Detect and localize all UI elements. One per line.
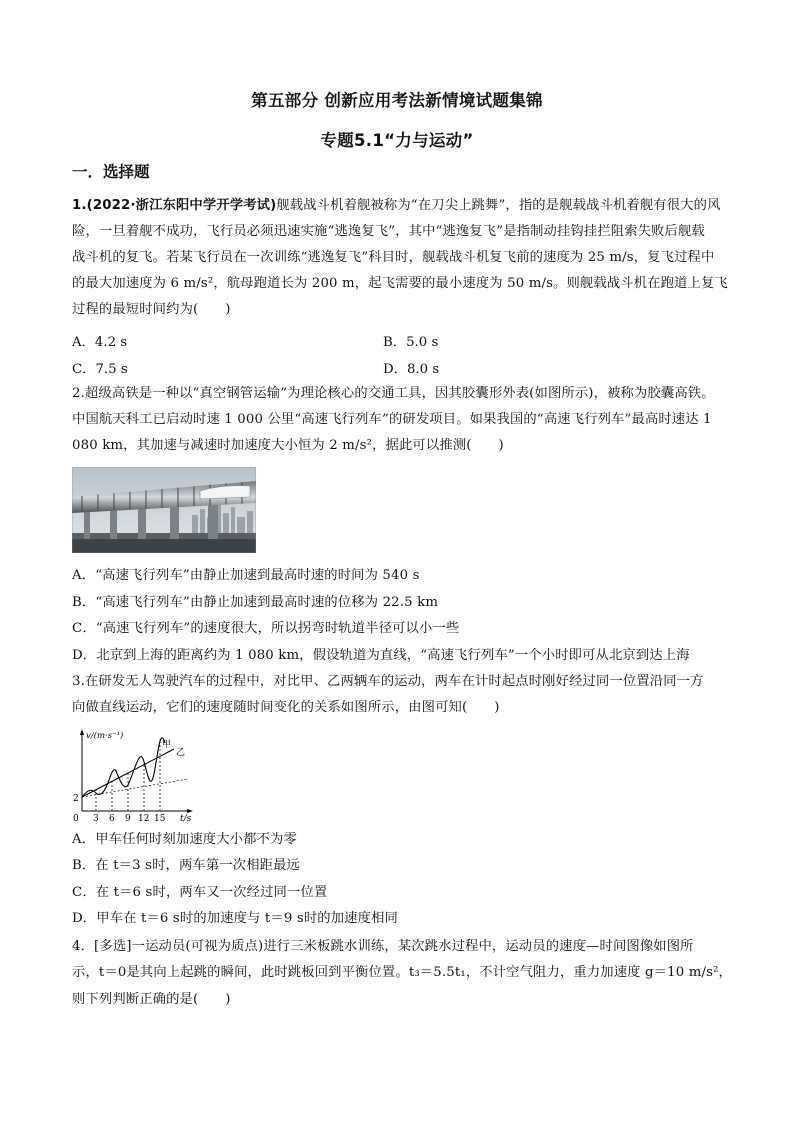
q1-text: 舰载战斗机着舰被称为“在刀尖上跳舞”，指的是舰载战斗机着舰有很大的风 [276,198,721,213]
q4-line-2: 示，t＝0是其向上起跳的瞬间，此时跳板回到平衡位置。t₃＝5.5t₁，不计空气阻力，重力加速度 g＝10 m/s²， [72,965,732,980]
series-yi-label: 乙 [176,748,186,758]
q1-option-c: C．7.5 s [72,362,128,377]
part-title: 第五部分 创新应用考法新情境试题集锦 [251,91,543,110]
q1-line-1 [72,197,732,215]
q1-line-5: 过程的最短时间约为( ) [72,302,231,317]
q1-option-d: D．8.0 s [383,362,440,377]
q1-source: 1.(2022·浙江东阳中学开学考试) [72,198,277,213]
q3-option-b: B．在 t＝3 s时，两车第一次相距最远 [72,858,301,873]
q2-option-a: A．“高速飞行列车”由静止加速到最高时速的时间为 540 s [72,568,420,583]
q1-line-3: 战斗机的复飞。若某飞行员在一次训练“逃逸复飞”科目时，舰载战斗机复飞前的速度为 25 m/s，复飞过程中 [72,250,715,265]
q2-option-c: C．“高速飞行列车”的速度很大，所以拐弯时轨道半径可以小一些 [72,621,460,636]
graph-y-tick-2: 2 [73,794,79,804]
q1-line-2: 险，一旦着舰不成功，飞行员必须迅速实施“逃逸复飞”，其中“逃逸复飞”是指制动挂钩挂拦阻索失败后舰载 [72,224,705,239]
q2-option-b: B．“高速飞行列车”由静止加速到最高时速的位移为 22.5 km [72,595,439,610]
graph-x-tick-12: 12 [138,814,150,823]
series-jia-curve [82,738,165,797]
graph-x-tick-15: 15 [154,814,166,823]
q2-option-d: D．北京到上海的距离约为 1 080 km，假设轨道为直线，“高速飞行列车”一个小时即可从北京到达上海 [72,648,690,663]
graph-x-tick-9: 9 [125,814,131,823]
q4-line-1: 4．[多选]一运动员(可视为质点)进行三米板跳水训练，某次跳水过程中，运动员的速度—时间图像如图所 [72,939,694,954]
velocity-time-graph [70,727,200,823]
graph-x-tick-3: 3 [93,814,99,823]
q3-line-1: 3.在研发无人驾驶汽车的过程中，对比甲、乙两辆车的运动，两车在计时起点时刚好经过同一位置沿同一方 [72,674,704,689]
q2-line-3: 080 km，其加速与减速时加速度大小恒为 2 m/s²，据此可以推测( ) [72,438,504,453]
section-heading: 一．选择题 [72,163,150,181]
q3-option-c: C．在 t＝6 s时，两车又一次经过同一位置 [72,885,328,900]
q1-option-b: B．5.0 s [383,335,439,350]
graph-origin: 0 [73,814,79,823]
graph-y-label: v/(m·s⁻¹) [86,731,124,741]
q3-option-d: D．甲车在 t＝6 s时的加速度与 t＝9 s时的加速度相同 [72,911,398,926]
q1-option-a: A．4.2 s [72,335,128,350]
q3-line-2: 向做直线运动，它们的速度随时间变化的关系如图所示，由图可知( ) [72,700,500,715]
q1-line-4: 的最大加速度为 6 m/s²，航母跑道长为 200 m，起飞需要的最小速度为 50 m/s。则舰载战斗机在跑道上复飞 [72,276,728,291]
q4-line-3: 则下列判断正确的是( ) [72,992,231,1007]
q2-line-2: 中国航天科工已启动时速 1 000 公里“高速飞行列车”的研发项目。如果我国的“高速飞行列车”最高时速达 1 [72,412,712,427]
topic-title: 专题5.1“力与运动” [320,131,474,150]
graph-x-label: t/s [180,814,192,823]
graph-x-tick-6: 6 [109,814,115,823]
hyperloop-photo [72,467,256,553]
q2-line-1: 2.超级高铁是一种以“真空钢管运输”为理论核心的交通工具，因其胶囊形外表(如图所示)，被称为胶囊高铁。 [72,386,715,401]
q3-option-a: A．甲车任何时刻加速度大小都不为零 [72,832,297,847]
series-jia-label: 甲 [162,740,172,750]
